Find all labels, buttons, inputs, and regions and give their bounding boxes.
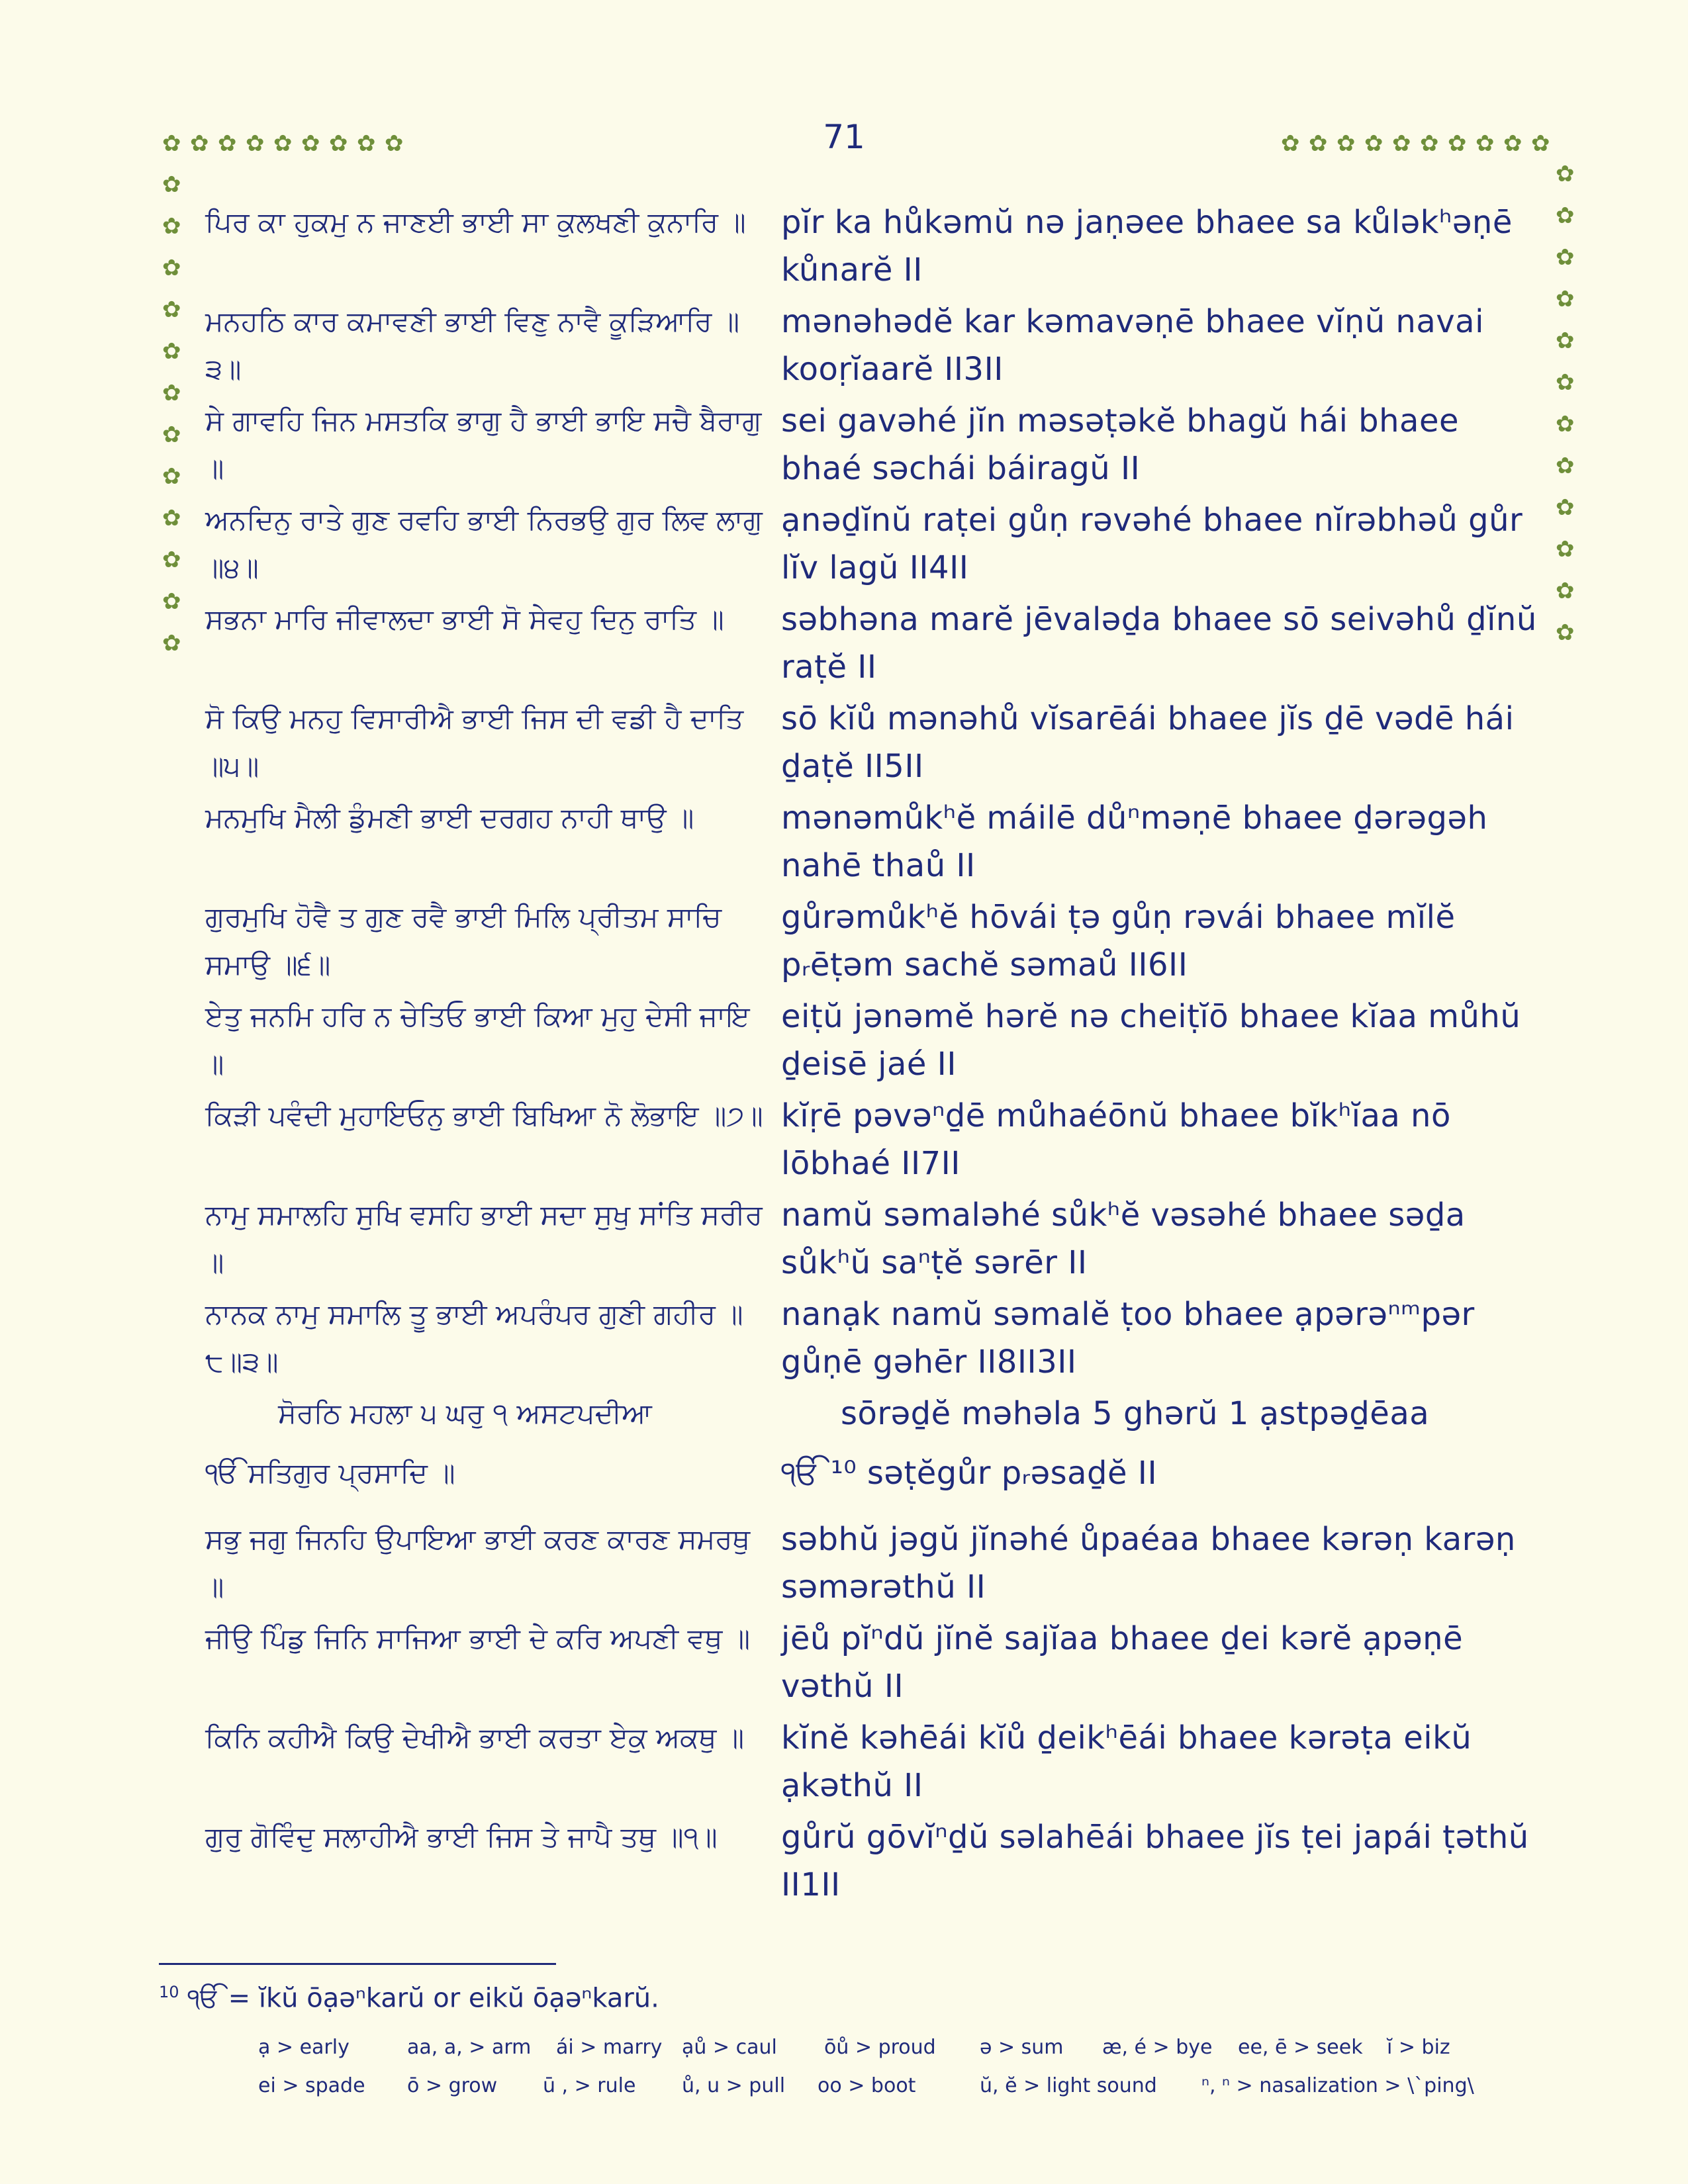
key-item: ái > marry xyxy=(556,2036,663,2059)
key-item: ạ > early xyxy=(258,2036,350,2059)
flower-icon: ✿ xyxy=(1556,161,1575,187)
transliteration-text: eiṭŭ jənəmĕ hərĕ nə cheiṭĭō bhaee kĭaa můhŭ ḏeisē jaé II xyxy=(781,998,1521,1083)
flower-icon: ✿ xyxy=(218,130,237,157)
transliteration-invocation: ੴ ¹⁰ səṭĕgůr pᵣəsaḏĕ II xyxy=(781,1455,1158,1492)
key-item: ĭ > biz xyxy=(1387,2036,1450,2059)
flower-icon: ✿ xyxy=(1556,369,1575,396)
gurmukhi-text: ਮਨਮੁਖਿ ਮੈਲੀ ਡੁੰਮਣੀ ਭਾਈ ਦਰਗਹ ਨਾਹੀ ਥਾਉ ॥ xyxy=(205,801,694,834)
transliteration-text: mənəmůkʰĕ máilē důⁿməṇē bhaee ḏərəgəh nahē thaů II xyxy=(781,799,1488,884)
flower-icon: ✿ xyxy=(1420,130,1439,157)
flower-icon: ✿ xyxy=(162,422,181,448)
key-item: ōů > proud xyxy=(824,2036,936,2059)
footnote xyxy=(159,1983,659,2013)
flower-icon: ✿ xyxy=(1556,411,1575,437)
gurmukhi-text: ਅਨਦਿਨੁ ਰਾਤੇ ਗੁਣ ਰਵਹਿ ਭਾਈ ਨਿਰਭਉ ਗੁਰ ਲਿਵ ਲਾਗੁ ॥੪॥ xyxy=(205,504,763,584)
transliteration-text: namŭ səmaləhé sůkʰĕ vəsəhé bhaee səḏa sůkʰŭ saⁿṭĕ sərēr II xyxy=(781,1197,1466,1281)
flower-icon: ✿ xyxy=(162,380,181,406)
gurmukhi-text: ਗੁਰਮੁਖਿ ਹੋਵੈ ਤ ਗੁਣ ਰਵੈ ਭਾਈ ਮਿਲਿ ਪ੍ਰੀਤਮ ਸਾਚਿ ਸਮਾਉ ॥੬॥ xyxy=(205,901,722,981)
flower-icon: ✿ xyxy=(162,171,181,198)
gurmukhi-text: ਸੇ ਗਾਵਹਿ ਜਿਨ ਮਸਤਕਿ ਭਾਗੁ ਹੈ ਭਾਈ ਭਾਇ ਸਚੈ ਬੈਰਾਗੁ ॥ xyxy=(205,404,762,484)
flower-icon: ✿ xyxy=(162,630,181,657)
transliteration-heading: sōrəḏĕ məhəla 5 ghərŭ 1 ạstpəḏēaa xyxy=(841,1395,1430,1432)
transliteration-text: gůrŭ gōvĭⁿḏŭ səlahēái bhaee jĭs ṭei japái ṭəthŭ II1II xyxy=(781,1819,1529,1903)
flower-icon: ✿ xyxy=(1556,494,1575,521)
flower-icon: ✿ xyxy=(162,588,181,615)
transliteration-text: sei gavəhé jĭn məsəṭəkĕ bhagŭ hái bhaee bhaé səchái báiragŭ II xyxy=(781,402,1460,487)
transliteration-text: jēů pĭⁿdŭ jĭnĕ sajĭaa bhaee ḏei kərĕ ạpəṇē vəthŭ II xyxy=(781,1620,1464,1705)
transliteration-text: pĭr ka hůkəmŭ nə jaṇəee bhaee sa kůləkʰəṇē kůnarĕ II xyxy=(781,204,1513,289)
key-item: ei > spade xyxy=(258,2074,365,2097)
flower-icon: ✿ xyxy=(357,130,376,157)
flower-icon: ✿ xyxy=(162,338,181,365)
flower-icon: ✿ xyxy=(1556,244,1575,271)
flower-icon: ✿ xyxy=(162,463,181,490)
key-item: aa, a, > arm xyxy=(407,2036,532,2059)
footnote-text: ੴ = ĭkŭ ōạəⁿkarŭ or eikŭ ōạəⁿkarŭ. xyxy=(187,1983,659,2014)
transliteration-text: səbhəna marĕ jēvaləḏa bhaee sō seivəhů ḏĭnŭ raṭĕ II xyxy=(781,601,1537,686)
gurmukhi-text: ਸੋ ਕਿਉ ਮਨਹੁ ਵਿਸਾਰੀਐ ਭਾਈ ਜਿਸ ਦੀ ਵਡੀ ਹੈ ਦਾਤਿ ॥੫॥ xyxy=(205,702,744,782)
flower-icon: ✿ xyxy=(162,130,181,157)
flower-icon: ✿ xyxy=(162,505,181,531)
flower-icon: ✿ xyxy=(1392,130,1411,157)
gurmukhi-heading: ਸੋਰਠਿ ਮਹਲਾ ੫ ਘਰੁ ੧ ਅਸਟਪਦੀਆ xyxy=(278,1397,652,1430)
transliteration-text: kĭnĕ kəhēái kĭů ḏeikʰēái bhaee kərəṭa eikŭ ạkəthŭ II xyxy=(781,1719,1472,1804)
gurmukhi-text: ਗੁਰੁ ਗੋਵਿੰਦੁ ਸਲਾਹੀਐ ਭਾਈ ਜਿਸ ਤੇ ਜਾਪੈ ਤਥੁ ॥੧॥ xyxy=(205,1821,718,1853)
key-item: ⁿ, ⁿ > nasalization > \`ping\ xyxy=(1201,2074,1474,2097)
gurmukhi-text: ਕਿੜੀ ਪਵੰਦੀ ਮੁਹਾਇਓਨੁ ਭਾਈ ਬਿਖਿਆ ਨੋ ਲੋਭਾਇ ॥੭॥ xyxy=(205,1099,763,1132)
flower-icon: ✿ xyxy=(1309,130,1328,157)
transliteration-text: mənəhədĕ kar kəmavəṇē bhaee vĭṇŭ navai kooṛĭaarĕ II3II xyxy=(781,303,1484,388)
gurmukhi-text: ਜੀਉ ਪਿੰਡੁ ਜਿਨਿ ਸਾਜਿਆ ਭਾਈ ਦੇ ਕਰਿ ਅਪਣੀ ਵਥੁ ॥ xyxy=(205,1622,751,1655)
transliteration-text: səbhŭ jəgŭ jĭnəhé ůpaéaa bhaee kərəṇ karəṇ səmərəthŭ II xyxy=(781,1521,1516,1606)
flower-icon: ✿ xyxy=(162,547,181,573)
flower-icon: ✿ xyxy=(1556,286,1575,312)
flower-icon: ✿ xyxy=(1531,130,1550,157)
flower-icon: ✿ xyxy=(1336,130,1356,157)
flower-icon: ✿ xyxy=(1556,453,1575,479)
flower-icon: ✿ xyxy=(1556,578,1575,604)
gurmukhi-text: ਸਭਨਾ ਮਾਰਿ ਜੀਵਾਲਦਾ ਭਾਈ ਸੋ ਸੇਵਹੁ ਦਿਨੁ ਰਾਤਿ ॥ xyxy=(205,603,724,635)
gurmukhi-text: ਕਿਨਿ ਕਹੀਐ ਕਿਉ ਦੇਖੀਐ ਭਾਈ ਕਰਤਾ ਏਕੁ ਅਕਥੁ ॥ xyxy=(205,1721,745,1754)
key-item: ạů > caul xyxy=(682,2036,777,2059)
flower-icon: ✿ xyxy=(1364,130,1383,157)
transliteration-text: gůrəmůkʰĕ hōvái ṭə gůṇ rəvái bhaee mĭlĕ pᵣēṭəm sachĕ səmaů II6II xyxy=(781,899,1456,983)
key-item: ee, ē > seek xyxy=(1238,2036,1363,2059)
flower-icon: ✿ xyxy=(190,130,209,157)
page-number: 71 xyxy=(823,118,865,156)
gurmukhi-text: ਏਤੁ ਜਨਮਿ ਹਰਿ ਨ ਚੇਤਿਓ ਭਾਈ ਕਿਆ ਮੁਹੁ ਦੇਸੀ ਜਾਇ ॥ xyxy=(205,1000,750,1080)
key-item: ə > sum xyxy=(980,2036,1064,2059)
flower-icon: ✿ xyxy=(162,213,181,240)
flower-icon: ✿ xyxy=(1556,328,1575,354)
gurmukhi-text: ਨਾਮੁ ਸਮਾਲਹਿ ਸੁਖਿ ਵਸਹਿ ਭਾਈ ਸਦਾ ਸੁਖੁ ਸਾਂਤਿ ਸਰੀਰ ॥ xyxy=(205,1199,763,1279)
flower-icon: ✿ xyxy=(1556,203,1575,229)
flower-icon: ✿ xyxy=(162,255,181,281)
key-item: ō > grow xyxy=(407,2074,498,2097)
flower-icon: ✿ xyxy=(273,130,293,157)
flower-icon: ✿ xyxy=(1503,130,1523,157)
flower-icon: ✿ xyxy=(1281,130,1300,157)
flower-icon: ✿ xyxy=(246,130,265,157)
key-item: ů, u > pull xyxy=(682,2074,786,2097)
footnote-divider xyxy=(159,1963,556,1965)
flower-icon: ✿ xyxy=(1556,619,1575,646)
flower-icon: ✿ xyxy=(1556,536,1575,563)
flower-icon: ✿ xyxy=(1476,130,1495,157)
key-item: oo > boot xyxy=(818,2074,916,2097)
flower-icon: ✿ xyxy=(301,130,320,157)
key-item: ŭ, ĕ > light sound xyxy=(980,2074,1157,2097)
key-item: ū , > rule xyxy=(543,2074,636,2097)
transliteration-text: nanạk namŭ səmalĕ ṭoo bhaee ạpərəⁿᵐpər gůṇē gəhēr II8II3II xyxy=(781,1296,1475,1381)
transliteration-text: kĭṛē pəvəⁿḏē můhaéōnŭ bhaee bĭkʰĭaa nō lōbhaé II7II xyxy=(781,1097,1451,1182)
transliteration-text: ạnəḏĭnŭ raṭei gůṇ rəvəhé bhaee nĭrəbhəů gůr lĭv lagŭ II4II xyxy=(781,502,1523,586)
flower-icon: ✿ xyxy=(162,296,181,323)
flower-icon: ✿ xyxy=(329,130,348,157)
footnote-marker: 10 xyxy=(159,1983,179,2001)
gurmukhi-text: ਨਾਨਕ ਨਾਮੁ ਸਮਾਲਿ ਤੂ ਭਾਈ ਅਪਰੰਪਰ ਗੁਣੀ ਗਹੀਰ ॥੮॥੩॥ xyxy=(205,1298,743,1378)
flower-icon: ✿ xyxy=(385,130,404,157)
transliteration-text: sō kĭů mənəhů vĭsarēái bhaee jĭs ḏē vədē hái ḏaṭĕ II5II xyxy=(781,700,1515,785)
key-item: æ, é > bye xyxy=(1102,2036,1213,2059)
flower-icon: ✿ xyxy=(1448,130,1467,157)
gurmukhi-text: ਮਨਹਠਿ ਕਾਰ ਕਮਾਵਣੀ ਭਾਈ ਵਿਣੁ ਨਾਵੈ ਕੂੜਿਆਰਿ ॥੩॥ xyxy=(205,305,740,385)
gurmukhi-invocation: ੴ ਸਤਿਗੁਰ ਪ੍ਰਸਾਦਿ ॥ xyxy=(205,1457,455,1489)
gurmukhi-text: ਪਿਰ ਕਾ ਹੁਕਮੁ ਨ ਜਾਣਈ ਭਾਈ ਸਾ ਕੁਲਖਣੀ ਕੁਨਾਰਿ ॥ xyxy=(205,206,746,238)
gurmukhi-text: ਸਭੁ ਜਗੁ ਜਿਨਹਿ ਉਪਾਇਆ ਭਾਈ ਕਰਣ ਕਾਰਣ ਸਮਰਥੁ ॥ xyxy=(205,1523,751,1603)
